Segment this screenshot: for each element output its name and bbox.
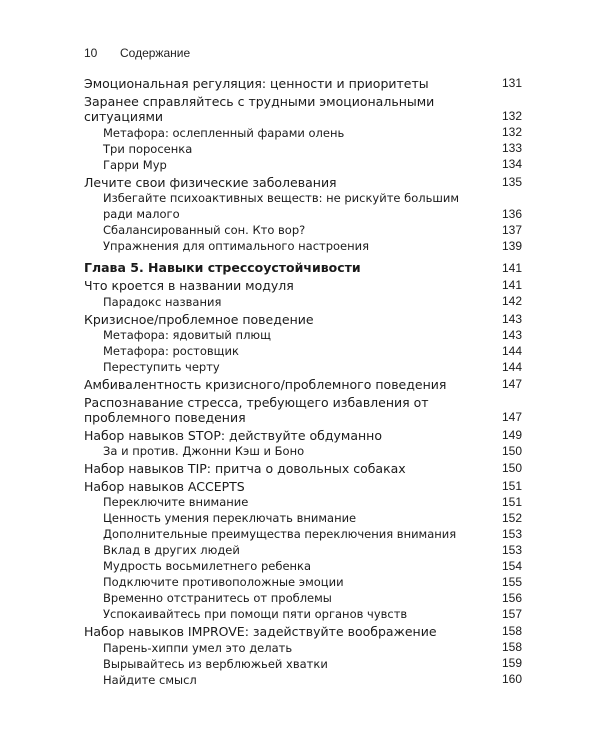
- toc-entry-title: Парадокс названия: [103, 294, 222, 309]
- toc-subsection-entry: [84, 542, 522, 558]
- toc-entry-page: 151: [501, 478, 522, 493]
- toc-entry-title: Глава 5. Навыки стрессоустойчивости: [84, 260, 361, 275]
- toc-entry-title: Парень-хиппи умел это делать: [103, 640, 293, 655]
- toc-entry-title: Вклад в других людей: [103, 543, 240, 557]
- toc-subsection-entry: [84, 294, 522, 310]
- toc-subsection-entry: [84, 606, 522, 622]
- toc-entry-page: 158: [501, 624, 522, 638]
- toc-entry-title: Переступить черту: [103, 360, 220, 374]
- toc-entry-page: 159: [501, 656, 522, 670]
- toc-entry-page: 155: [501, 574, 522, 589]
- toc-section-entry: [84, 76, 522, 92]
- toc-entry-page: 150: [501, 461, 522, 475]
- toc-entry-page: 134: [501, 157, 522, 171]
- toc-entry-title: Лечите свои физические заболевания: [84, 174, 337, 190]
- toc-section-entry: [84, 94, 522, 125]
- toc-subsection-entry: [84, 327, 522, 343]
- toc-section-entry: [84, 278, 522, 294]
- toc-entry-title: Набор навыков TIP: притча о довольных собаках: [84, 461, 406, 476]
- toc-entry-page: 157: [501, 606, 522, 621]
- toc-entry-title: Распознавание стресса, требующего избавления от проблемного поведения: [84, 394, 429, 425]
- toc-section-entry: [84, 428, 522, 444]
- toc-entry-title: Метафора: ослепленный фарами олень: [103, 125, 345, 140]
- toc-subsection-entry: [84, 494, 522, 510]
- toc-entry-page: 141: [501, 260, 522, 275]
- toc-entry-page: 137: [501, 222, 522, 237]
- toc-entry-page: 139: [501, 238, 522, 253]
- running-title: Содержание: [120, 46, 191, 60]
- toc-entry-page: 131: [501, 76, 522, 90]
- toc-subsection-entry: [84, 443, 522, 459]
- toc-entry-title: Что кроется в названии модуля: [84, 278, 294, 293]
- toc-subsection-entry: [84, 238, 522, 254]
- toc-subsection-entry: [84, 558, 522, 574]
- toc-subsection-entry: [84, 510, 522, 526]
- toc-entry-title: Эмоциональная регуляция: ценности и приоритеты: [84, 76, 429, 91]
- toc-entry-page: 141: [501, 278, 522, 292]
- toc-entry-page: 132: [501, 109, 522, 123]
- toc-entry-title: Набор навыков IMPROVE: задействуйте воображение: [84, 624, 437, 639]
- toc-entry-page: 158: [501, 640, 522, 654]
- toc-entry-page: 136: [501, 206, 522, 221]
- toc-entry-title: Временно отстранитесь от проблемы: [103, 591, 332, 605]
- toc-entry-title: Гарри Мур: [103, 157, 167, 172]
- page-number: 10: [84, 46, 98, 60]
- toc-entry-title: Мудрость восьмилетнего ребенка: [103, 559, 312, 573]
- toc-entry-title: Сбалансированный сон. Кто вор?: [103, 223, 306, 237]
- toc-subsection-entry: [84, 125, 522, 141]
- toc-chapter-heading: [84, 260, 522, 276]
- toc-section-entry: [84, 461, 522, 477]
- toc-entry-title: Вырывайтесь из верблюжьей хватки: [103, 656, 328, 671]
- toc-entry-page: 151: [501, 494, 522, 509]
- toc-entry-title: Метафора: ростовщик: [103, 344, 239, 358]
- toc-entry-title: Подключите противоположные эмоции: [103, 575, 344, 589]
- toc-entry-title: За и против. Джонни Кэш и Боно: [103, 444, 305, 458]
- toc-entry-title: Три поросенка: [103, 141, 193, 156]
- toc-entry-title: Набор навыков ACCEPTS: [84, 478, 245, 494]
- toc-entry-title: Успокаивайтесь при помощи пяти органов чувств: [103, 607, 408, 621]
- toc-subsection-entry: [84, 574, 522, 590]
- toc-entry-title: Найдите смысл: [103, 672, 197, 687]
- toc-entry-page: 150: [501, 443, 522, 458]
- toc-subsection-entry: [84, 141, 522, 157]
- toc-entry-page: 144: [501, 343, 522, 358]
- toc-section-entry: [84, 624, 522, 640]
- toc-subsection-entry: [84, 640, 522, 656]
- toc-entry-page: 133: [501, 141, 522, 155]
- toc-entry-page: 147: [501, 410, 522, 424]
- toc-entry-title: Дополнительные преимущества переключения внимания: [103, 527, 457, 541]
- toc-subsection-entry: [84, 222, 522, 238]
- toc-entry-title: Избегайте психоактивных веществ: не рискуйте большим ради малого: [103, 191, 460, 221]
- toc-section-entry: [84, 395, 522, 426]
- toc-subsection-entry: [84, 359, 522, 375]
- toc-section-entry: [84, 312, 522, 328]
- toc-entry-page: 154: [501, 558, 522, 573]
- toc-subsection-entry: [84, 190, 522, 222]
- toc-entry-page: 160: [501, 672, 522, 686]
- toc-entry-title: Переключите внимание: [103, 495, 249, 509]
- toc-entry-page: 144: [501, 359, 522, 374]
- toc-entry-page: 147: [501, 377, 522, 391]
- toc-entry-page: 132: [501, 125, 522, 139]
- toc-section-entry: [84, 479, 522, 495]
- toc-entry-title: Метафора: ядовитый плющ: [103, 328, 271, 342]
- toc-entry-page: 153: [501, 542, 522, 557]
- toc-entry-title: Упражнения для оптимального настроения: [103, 239, 370, 253]
- toc-entry-title: Набор навыков STOP: действуйте обдуманно: [84, 427, 382, 443]
- toc-entry-page: 153: [501, 526, 522, 541]
- toc-subsection-entry: [84, 590, 522, 606]
- toc-section-entry: [84, 377, 522, 393]
- toc-entry-page: 143: [501, 311, 522, 326]
- running-header: [84, 46, 190, 60]
- toc-entry-title: Ценность умения переключать внимание: [103, 511, 357, 525]
- toc-section-entry: [84, 175, 522, 191]
- toc-entry-title: Амбивалентность кризисного/проблемного поведения: [84, 377, 447, 392]
- toc-entry-page: 152: [501, 510, 522, 525]
- toc-entry-page: 135: [501, 174, 522, 189]
- toc-entry-page: 142: [501, 294, 522, 308]
- toc-entry-page: 143: [501, 327, 522, 342]
- toc-subsection-entry: [84, 656, 522, 672]
- table-of-contents: [84, 74, 522, 688]
- toc-subsection-entry: [84, 343, 522, 359]
- toc-entry-page: 156: [501, 590, 522, 605]
- toc-subsection-entry: [84, 157, 522, 173]
- toc-subsection-entry: [84, 526, 522, 542]
- toc-entry-page: 149: [501, 427, 522, 442]
- toc-subsection-entry: [84, 672, 522, 688]
- toc-entry-title: Заранее справляйтесь с трудными эмоциональными ситуациями: [84, 93, 435, 124]
- toc-entry-title: Кризисное/проблемное поведение: [84, 311, 314, 327]
